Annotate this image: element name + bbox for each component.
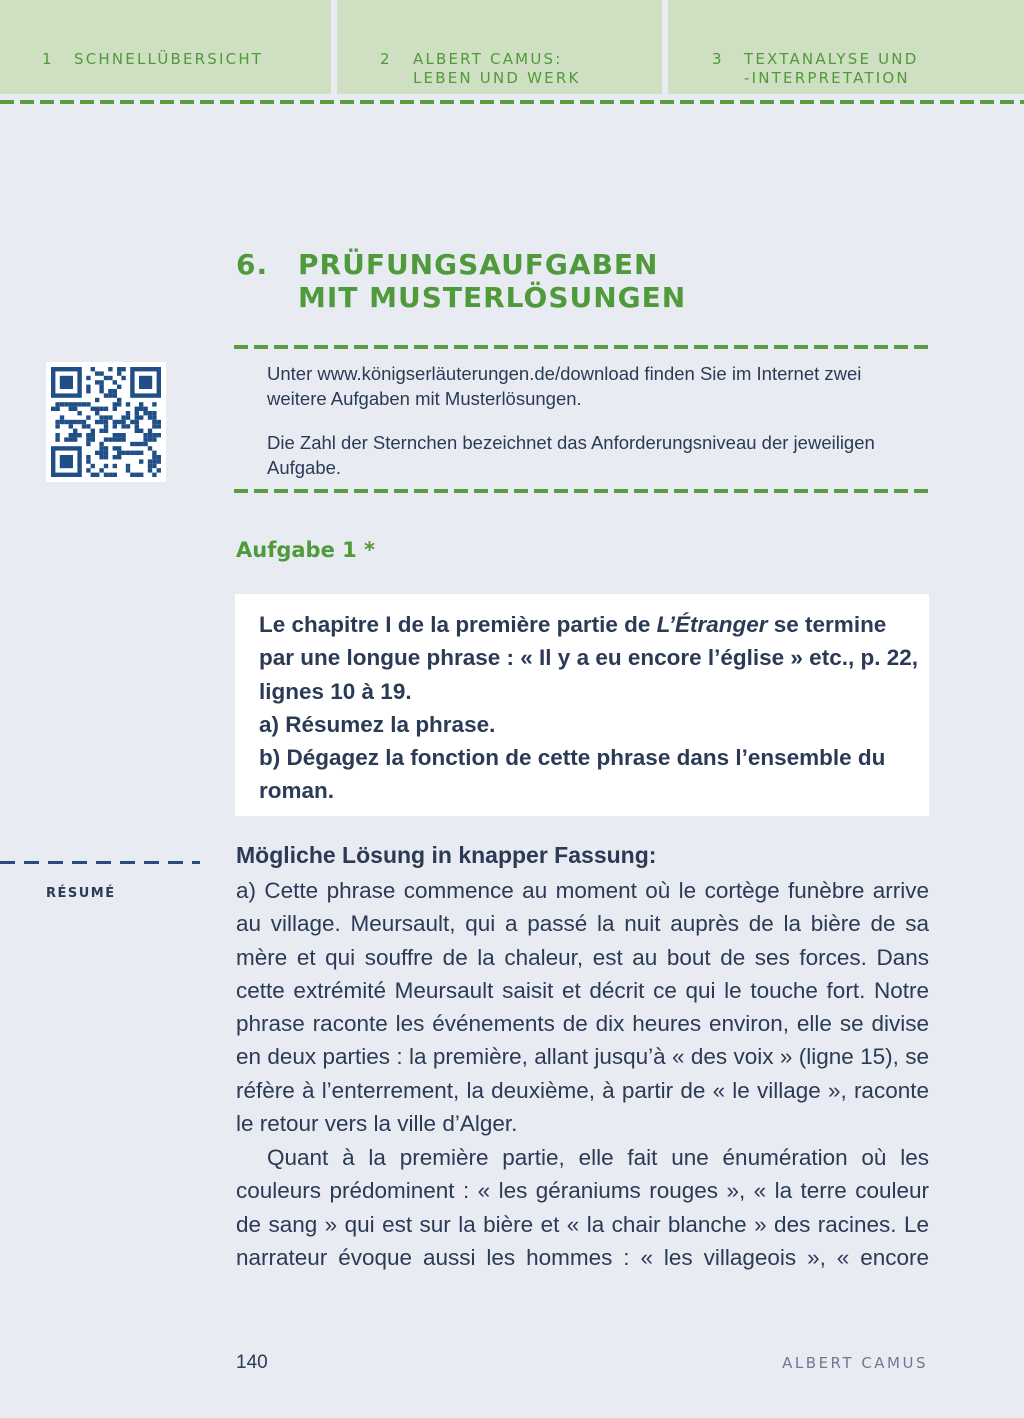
chapter-title-line2: MIT MUSTERLÖSUNGEN bbox=[298, 281, 687, 314]
task-line2: par une longue phrase : « Il y a eu encore l’église » etc., p. 22, bbox=[259, 645, 918, 671]
info-paragraph-2 bbox=[267, 430, 927, 480]
side-divider bbox=[0, 861, 200, 864]
tab-label-line1: TEXTANALYSE UND bbox=[744, 50, 919, 68]
tab-number: 1 bbox=[42, 50, 54, 68]
chapter-number: 6. bbox=[236, 248, 269, 281]
task-question-b: b) Dégagez la fonction de cette phrase dans l’ensemble du bbox=[259, 745, 886, 771]
info-line: weitere Aufgaben mit Musterlösungen. bbox=[267, 388, 582, 409]
chapter-tabs bbox=[0, 0, 1024, 96]
info-divider-bottom bbox=[234, 489, 929, 493]
tab-label: SCHNELLÜBERSICHT bbox=[74, 50, 264, 68]
tab-label bbox=[744, 50, 918, 88]
info-line: Die Zahl der Sternchen bezeichnet das Anforderungsniveau der jeweiligen bbox=[267, 432, 875, 453]
task-question-a: a) Résumez la phrase. bbox=[259, 711, 496, 737]
tab-leben-und-werk[interactable] bbox=[337, 0, 662, 94]
task-heading: Aufgabe 1 * bbox=[236, 538, 376, 562]
chapter-title-line1: PRÜFUNGSAUFGABEN bbox=[298, 248, 659, 281]
page-number: 140 bbox=[236, 1352, 268, 1373]
info-line: Aufgabe. bbox=[267, 457, 342, 478]
task-question-b-cont: roman. bbox=[259, 778, 335, 804]
tab-label-line2: -INTERPRETATION bbox=[744, 69, 910, 87]
task-line1-post: se termine bbox=[767, 612, 887, 637]
task-line3: lignes 10 à 19. bbox=[259, 678, 412, 704]
qr-code-icon[interactable] bbox=[46, 362, 166, 482]
header-divider bbox=[0, 100, 1024, 104]
qr-code-graphic bbox=[46, 362, 166, 482]
tab-number: 2 bbox=[380, 50, 392, 68]
solution-paragraph-1: a) Cette phrase commence au moment où le cortège funèbre arrive au village. Meursault, qui a passé la nuit auprès de la bière de sa mère et qui souffre de la chaleur, est au bout de ses forces. Dans cette extrémité Meursault saisit et décrit ce qui le touche fort. Notre phrase raconte les événements de dix heures environ, elle se divise en deux parties : la première, allant jusqu’à « des voix » (ligne 15), se réfère à l’enterrement, la deuxième, à partir de « le village », raconte le retour vers la ville d’Alger. bbox=[236, 878, 929, 1137]
tab-label-line1: ALBERT CAMUS: bbox=[413, 50, 563, 68]
tab-textanalyse[interactable] bbox=[668, 0, 1024, 94]
task-book-title: L’Étranger bbox=[656, 612, 768, 637]
running-footer-title: ALBERT CAMUS bbox=[782, 1354, 928, 1372]
info-line: Unter www.königserläuterungen.de/download finden Sie im Internet zwei bbox=[267, 363, 862, 384]
margin-label-resume: RÉSUMÉ bbox=[46, 886, 116, 901]
tab-schnelluebersicht[interactable] bbox=[0, 0, 331, 94]
tab-number: 3 bbox=[712, 50, 724, 68]
task-box bbox=[235, 594, 929, 816]
chapter-title bbox=[298, 248, 686, 314]
task-line1-pre: Le chapitre I de la première partie de bbox=[259, 612, 657, 637]
solution-paragraph-2: Quant à la première partie, elle fait une énumération où les couleurs prédominent : « les géraniums rouges », « la terre couleur de sang » qui est sur la bière et « la chair blanche » des racines. Le narrateur évoque aussi les hommes : « les villageois », « encore bbox=[236, 1145, 929, 1270]
tab-label bbox=[413, 50, 580, 88]
tab-label-line2: LEBEN UND WERK bbox=[413, 69, 581, 87]
task-text bbox=[259, 608, 919, 808]
info-paragraph-1 bbox=[267, 361, 927, 411]
info-divider-top bbox=[234, 345, 929, 349]
solution-heading: Mögliche Lösung in knapper Fassung: bbox=[236, 842, 657, 868]
